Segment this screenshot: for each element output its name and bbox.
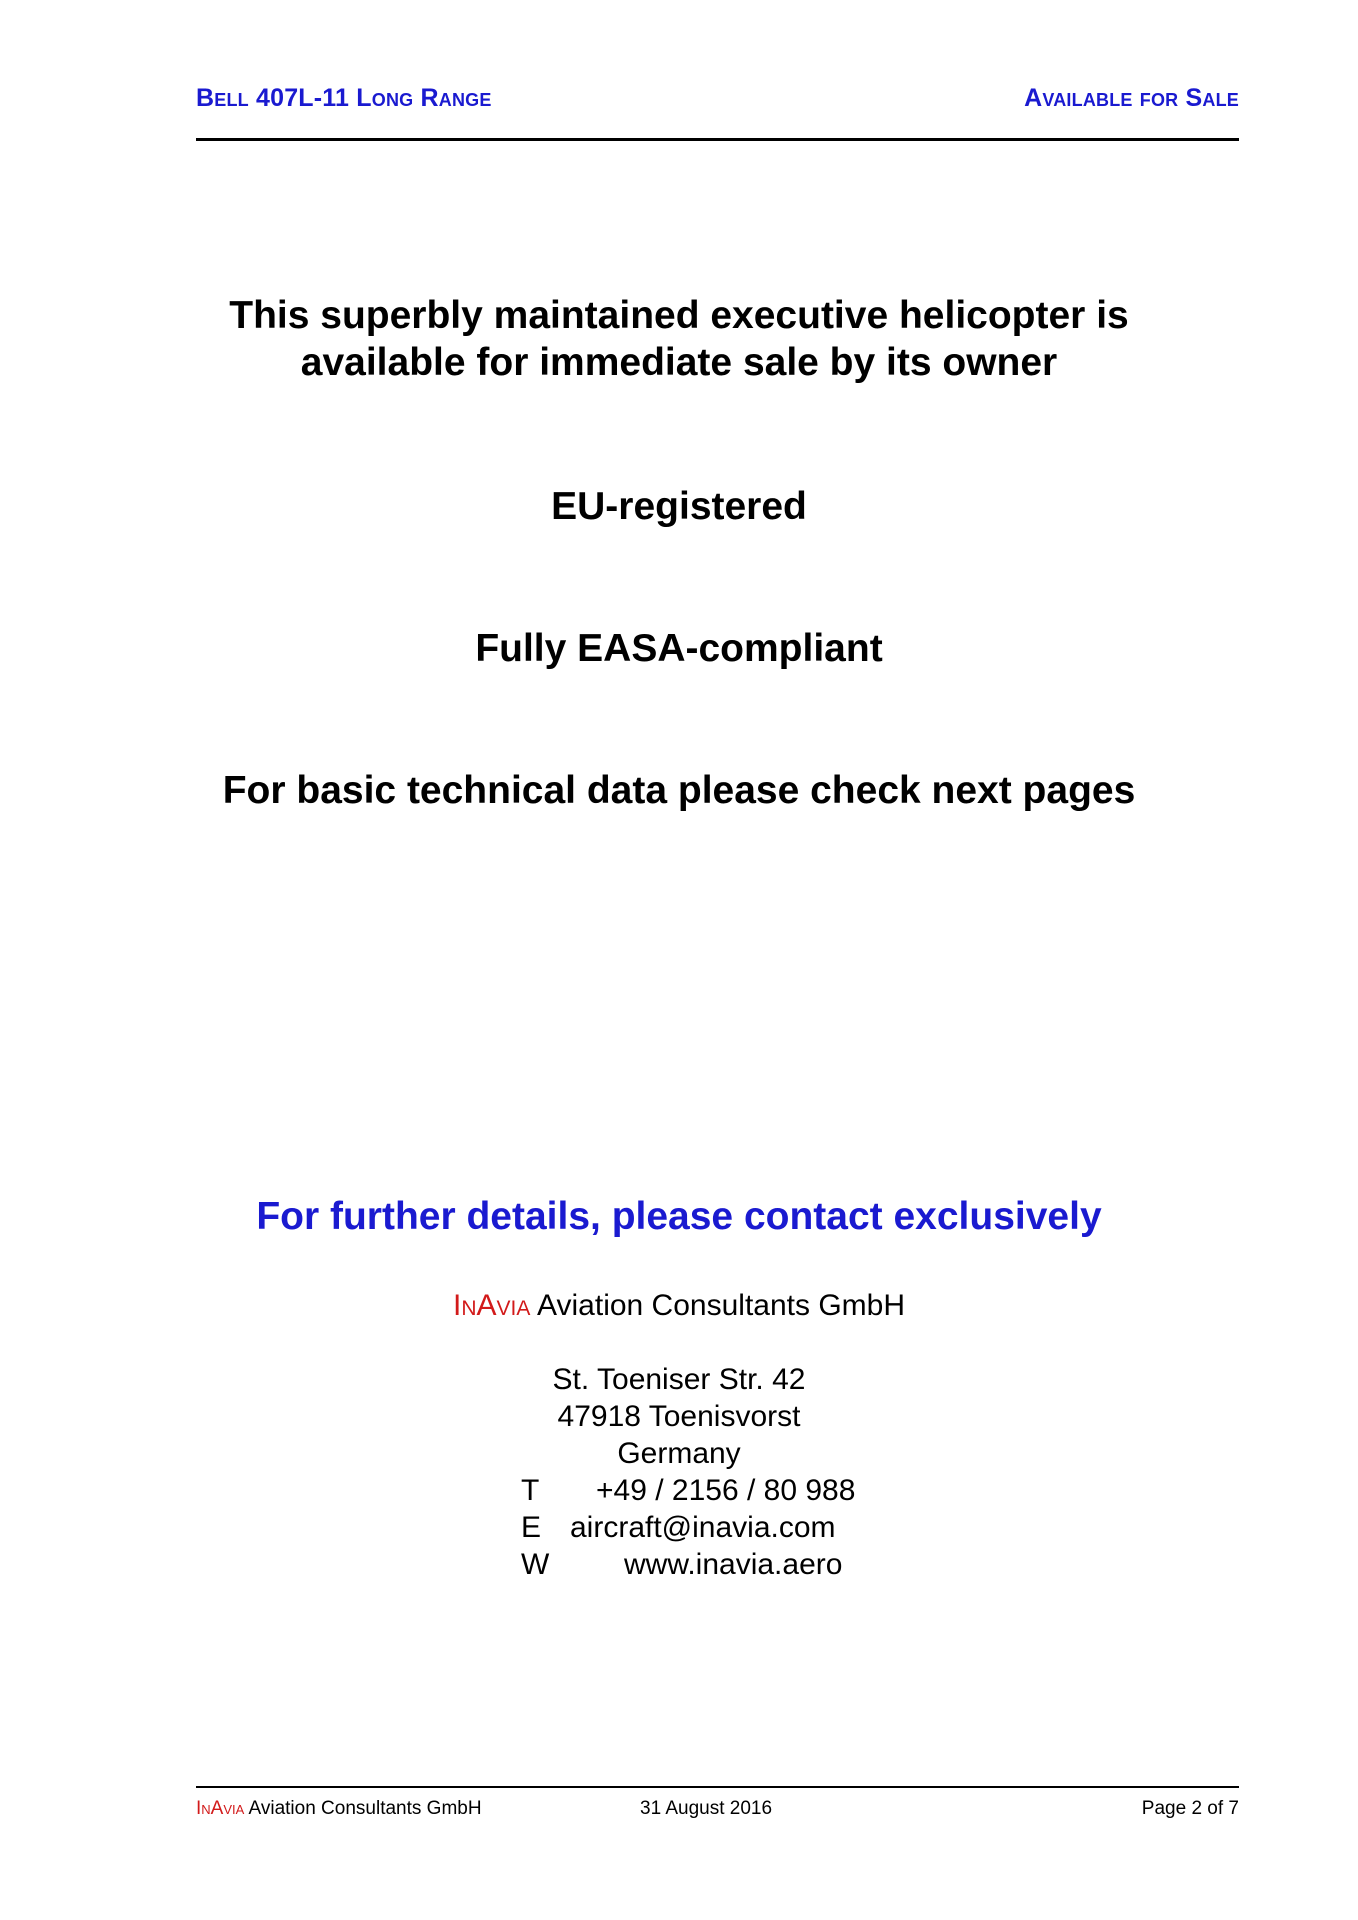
web-label: W [521, 1548, 550, 1581]
header-status: Available for Sale [1024, 84, 1239, 112]
footer-company [196, 1798, 482, 1820]
header-title: Bell 407L-11 Long Range [196, 84, 492, 112]
phone-number[interactable]: +49 / 2156 / 80 988 [596, 1474, 856, 1507]
phone-label: T [521, 1474, 540, 1507]
website-link[interactable]: www.inavia.aero [624, 1548, 843, 1581]
footer-company-rest: Aviation Consultants GmbH [244, 1798, 482, 1819]
company-name-rest: Aviation Consultants GmbH [530, 1289, 905, 1322]
header-divider [196, 138, 1239, 141]
headline [0, 292, 1358, 386]
address-city: 47918 Toenisvorst [557, 1400, 801, 1433]
email-link[interactable]: aircraft@inavia.com [570, 1511, 836, 1544]
footer-divider [196, 1786, 1239, 1788]
address-country: Germany [617, 1437, 741, 1470]
page-number: Page 2 of 7 [1141, 1798, 1239, 1819]
email-label: E [521, 1511, 542, 1544]
footer-brand-text: InAvia [196, 1798, 245, 1819]
headline-line-2: available for immediate sale by its owner [300, 341, 1058, 384]
compliance-line: Fully EASA-compliant [475, 627, 883, 670]
contact-heading: For further details, please contact exclusively [256, 1195, 1102, 1238]
address-street: St. Toeniser Str. 42 [552, 1363, 806, 1396]
registration-line: EU-registered [551, 485, 807, 528]
technical-data-note: For basic technical data please check next pages [222, 769, 1136, 812]
brand-logo-text: InAvia [453, 1289, 531, 1322]
footer-date: 31 August 2016 [640, 1798, 773, 1819]
address-block [0, 1361, 1358, 1472]
company-name [0, 1288, 1358, 1324]
headline-line-1: This superbly maintained executive helicopter is [229, 294, 1129, 337]
